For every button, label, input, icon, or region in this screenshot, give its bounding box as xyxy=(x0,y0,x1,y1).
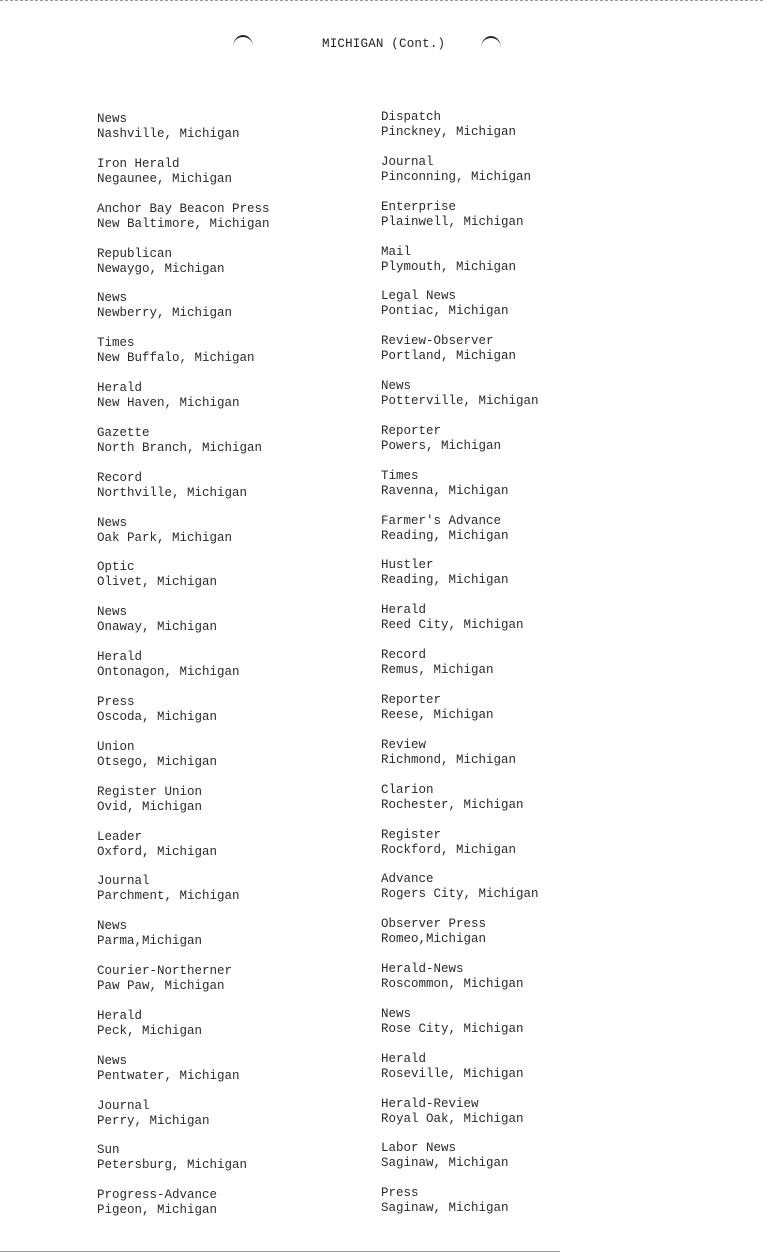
newspaper-name: Leader xyxy=(97,829,143,844)
newspaper-entry xyxy=(97,247,270,292)
newspaper-name: Press xyxy=(97,694,135,709)
newspaper-entry xyxy=(381,424,539,469)
newspaper-name: Anchor Bay Beacon Press xyxy=(97,201,270,216)
newspaper-city: Perry, Michigan xyxy=(97,1113,210,1128)
newspaper-name: News xyxy=(381,1006,412,1021)
newspaper-city: Pentwater, Michigan xyxy=(97,1068,240,1083)
newspaper-city: New Haven, Michigan xyxy=(97,396,240,411)
newspaper-name: Journal xyxy=(381,154,434,169)
newspaper-city: Pigeon, Michigan xyxy=(97,1203,218,1218)
newspaper-name: Herald xyxy=(97,650,143,665)
newspaper-entry xyxy=(97,112,270,157)
newspaper-city: Royal Oak, Michigan xyxy=(381,1111,524,1126)
page-header xyxy=(0,33,763,57)
newspaper-entry xyxy=(97,1099,270,1144)
newspaper-entry xyxy=(97,381,270,426)
newspaper-entry xyxy=(381,379,539,424)
newspaper-city: Reading, Michigan xyxy=(381,528,509,543)
newspaper-entry xyxy=(97,471,270,516)
newspaper-city: Nashville, Michigan xyxy=(97,127,240,141)
newspaper-entry xyxy=(97,426,270,471)
top-dashed-border xyxy=(0,0,763,1)
newspaper-entry xyxy=(381,1007,539,1052)
newspaper-city: Rogers City, Michigan xyxy=(381,887,539,902)
newspaper-entry xyxy=(97,202,270,247)
right-column xyxy=(381,110,539,1231)
newspaper-name: Register Union xyxy=(97,784,203,799)
newspaper-name: Review xyxy=(381,737,427,752)
newspaper-name: Republican xyxy=(97,246,173,261)
newspaper-city: Saginaw, Michigan xyxy=(381,1201,509,1216)
newspaper-name: Enterprise xyxy=(381,199,457,214)
newspaper-name: Record xyxy=(97,470,143,485)
newspaper-city: Peck, Michigan xyxy=(97,1023,203,1038)
newspaper-entry xyxy=(381,828,539,873)
newspaper-city: Plainwell, Michigan xyxy=(381,214,524,229)
newspaper-city: North Branch, Michigan xyxy=(97,440,263,455)
newspaper-entry xyxy=(97,560,270,605)
newspaper-entry xyxy=(97,605,270,650)
newspaper-entry xyxy=(381,917,539,962)
newspaper-name: Legal News xyxy=(381,289,457,304)
newspaper-entry xyxy=(381,110,539,155)
newspaper-entry xyxy=(97,830,270,875)
newspaper-name: News xyxy=(97,112,128,126)
newspaper-entry xyxy=(97,785,270,830)
newspaper-city: Oak Park, Michigan xyxy=(97,530,233,545)
newspaper-entry xyxy=(381,648,539,693)
newspaper-city: Romeo,Michigan xyxy=(381,932,487,947)
newspaper-name: Times xyxy=(381,468,419,483)
newspaper-city: Portland, Michigan xyxy=(381,349,517,364)
newspaper-city: Rose City, Michigan xyxy=(381,1021,524,1036)
newspaper-entry xyxy=(381,1097,539,1142)
newspaper-city: Ovid, Michigan xyxy=(97,799,203,814)
newspaper-name: Reporter xyxy=(381,423,442,438)
newspaper-city: Otsego, Michigan xyxy=(97,754,218,769)
newspaper-entry xyxy=(97,1143,270,1188)
newspaper-city: Roseville, Michigan xyxy=(381,1066,524,1081)
newspaper-name: Union xyxy=(97,739,135,754)
newspaper-name: Progress-Advance xyxy=(97,1188,218,1203)
newspaper-city: Onaway, Michigan xyxy=(97,620,218,635)
newspaper-city: Potterville, Michigan xyxy=(381,394,539,409)
newspaper-city: Pinconning, Michigan xyxy=(381,169,532,184)
newspaper-name: Review-Observer xyxy=(381,334,494,349)
newspaper-city: Paw Paw, Michigan xyxy=(97,979,225,994)
newspaper-name: Herald xyxy=(381,603,427,618)
newspaper-entry xyxy=(97,336,270,381)
newspaper-entry xyxy=(381,872,539,917)
newspaper-entry xyxy=(381,155,539,200)
newspaper-name: Mail xyxy=(381,244,412,259)
newspaper-name: Journal xyxy=(97,1098,150,1113)
newspaper-name: News xyxy=(97,291,128,306)
newspaper-entry xyxy=(381,334,539,379)
newspaper-city: Oscoda, Michigan xyxy=(97,709,218,724)
newspaper-city: Plymouth, Michigan xyxy=(381,259,517,274)
hole-punch-mark-right-icon xyxy=(481,36,501,48)
newspaper-name: Herald xyxy=(97,381,143,396)
newspaper-name: Iron Herald xyxy=(97,156,180,171)
newspaper-name: Herald xyxy=(381,1051,427,1066)
newspaper-city: Rochester, Michigan xyxy=(381,797,524,812)
newspaper-entry xyxy=(381,245,539,290)
newspaper-city: Oxford, Michigan xyxy=(97,844,218,859)
newspaper-name: Press xyxy=(381,1186,419,1201)
page-title: MICHIGAN (Cont.) xyxy=(322,37,446,51)
newspaper-entry xyxy=(97,874,270,919)
newspaper-city: Reed City, Michigan xyxy=(381,618,524,633)
newspaper-city: Pinckney, Michigan xyxy=(381,125,517,139)
newspaper-city: New Buffalo, Michigan xyxy=(97,351,255,366)
newspaper-name: Times xyxy=(97,336,135,351)
newspaper-name: Sun xyxy=(97,1143,120,1158)
newspaper-name: Advance xyxy=(381,872,434,887)
newspaper-entry xyxy=(97,695,270,740)
newspaper-entry xyxy=(381,200,539,245)
newspaper-entry xyxy=(381,469,539,514)
newspaper-entry xyxy=(97,1054,270,1099)
newspaper-entry xyxy=(381,693,539,738)
newspaper-entry xyxy=(381,783,539,828)
newspaper-city: New Baltimore, Michigan xyxy=(97,216,270,231)
newspaper-city: Newaygo, Michigan xyxy=(97,261,225,276)
newspaper-city: Reading, Michigan xyxy=(381,573,509,588)
newspaper-entry xyxy=(381,1052,539,1097)
newspaper-entry xyxy=(97,157,270,202)
newspaper-name: News xyxy=(97,919,128,934)
newspaper-name: Herald-News xyxy=(381,962,464,977)
newspaper-city: Olivet, Michigan xyxy=(97,575,218,590)
newspaper-entry xyxy=(381,1141,539,1186)
newspaper-city: Ontonagon, Michigan xyxy=(97,665,240,680)
newspaper-city: Rockford, Michigan xyxy=(381,842,517,857)
newspaper-name: Reporter xyxy=(381,692,442,707)
newspaper-entry xyxy=(381,738,539,783)
newspaper-entry xyxy=(381,289,539,334)
newspaper-city: Powers, Michigan xyxy=(381,438,502,453)
newspaper-entry xyxy=(97,1009,270,1054)
newspaper-name: Herald xyxy=(97,1008,143,1023)
newspaper-city: Parchment, Michigan xyxy=(97,889,240,904)
newspaper-name: Labor News xyxy=(381,1141,457,1156)
newspaper-city: Saginaw, Michigan xyxy=(381,1156,509,1171)
newspaper-entry xyxy=(381,603,539,648)
newspaper-name: News xyxy=(381,379,412,394)
newspaper-name: News xyxy=(97,1053,128,1068)
newspaper-entry xyxy=(97,740,270,785)
newspaper-entry xyxy=(381,558,539,603)
newspaper-city: Newberry, Michigan xyxy=(97,306,233,321)
newspaper-city: Pontiac, Michigan xyxy=(381,304,509,319)
newspaper-city: Negaunee, Michigan xyxy=(97,171,233,186)
newspaper-entry xyxy=(381,1186,539,1231)
newspaper-entry xyxy=(97,516,270,561)
newspaper-entry xyxy=(97,650,270,695)
newspaper-city: Ravenna, Michigan xyxy=(381,483,509,498)
newspaper-name: Gazette xyxy=(97,425,150,440)
newspaper-name: News xyxy=(97,605,128,620)
left-column xyxy=(97,112,270,1233)
newspaper-entry xyxy=(97,919,270,964)
newspaper-city: Reese, Michigan xyxy=(381,707,494,722)
newspaper-city: Parma,Michigan xyxy=(97,934,203,949)
newspaper-name: Hustler xyxy=(381,558,434,573)
newspaper-entry xyxy=(97,1188,270,1233)
newspaper-entry xyxy=(381,514,539,559)
newspaper-name: Journal xyxy=(97,874,150,889)
newspaper-name: News xyxy=(97,515,128,530)
hole-punch-mark-left-icon xyxy=(233,35,253,47)
bottom-rule xyxy=(0,1251,560,1252)
newspaper-name: Observer Press xyxy=(381,917,487,932)
newspaper-entry xyxy=(97,291,270,336)
newspaper-name: Register xyxy=(381,827,442,842)
newspaper-city: Remus, Michigan xyxy=(381,663,494,678)
newspaper-name: Herald-Review xyxy=(381,1096,479,1111)
newspaper-name: Dispatch xyxy=(381,110,442,124)
newspaper-name: Record xyxy=(381,648,427,663)
newspaper-name: Optic xyxy=(97,560,135,575)
newspaper-city: Petersburg, Michigan xyxy=(97,1158,248,1173)
newspaper-name: Farmer's Advance xyxy=(381,513,502,528)
newspaper-name: Clarion xyxy=(381,782,434,797)
newspaper-city: Northville, Michigan xyxy=(97,485,248,500)
newspaper-name: Courier-Northerner xyxy=(97,964,233,979)
newspaper-entry xyxy=(381,962,539,1007)
newspaper-entry xyxy=(97,964,270,1009)
newspaper-city: Roscommon, Michigan xyxy=(381,977,524,992)
newspaper-city: Richmond, Michigan xyxy=(381,752,517,767)
